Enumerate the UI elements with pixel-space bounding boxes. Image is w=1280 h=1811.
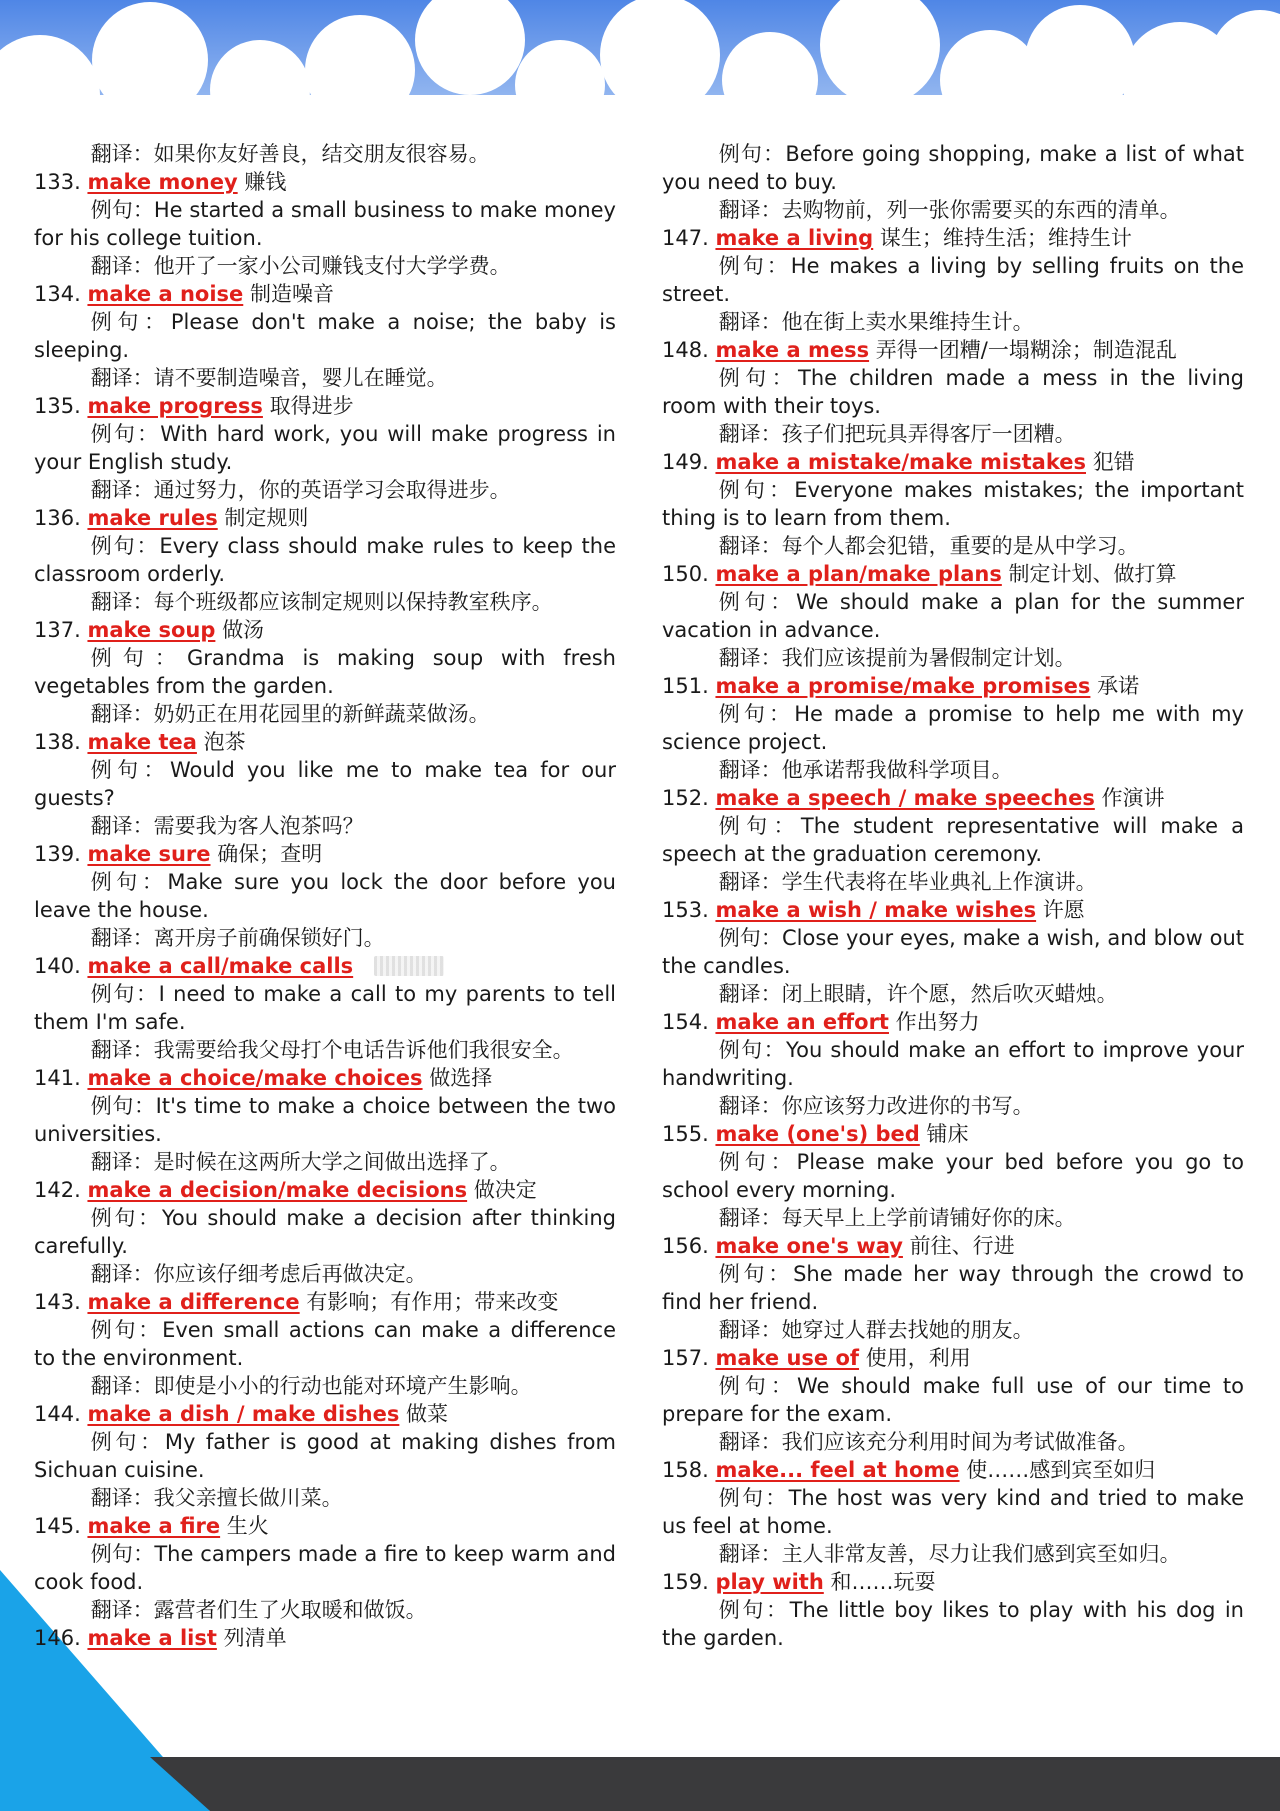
phrase-entry: [662, 448, 1244, 560]
example-sentence: 例句：Would you like me to make tea for our guests?: [34, 758, 616, 810]
chinese-meaning: 赚钱: [244, 170, 287, 194]
phrase-term: make a choice/make choices: [87, 1066, 423, 1090]
translation-line: 翻译：离开房子前确保锁好门。: [90, 926, 385, 950]
chinese-meaning: 泡茶: [203, 730, 246, 754]
entry-heading: [662, 1232, 1244, 1260]
translation-line: 翻译：奶奶正在用花园里的新鲜蔬菜做汤。: [90, 702, 490, 726]
entry-number: 150.: [662, 562, 709, 586]
entry-number: 156.: [662, 1234, 709, 1258]
translation-line: 翻译：你应该努力改进你的书写。: [718, 1094, 1034, 1118]
translation-line: 翻译：你应该仔细考虑后再做决定。: [90, 1262, 427, 1286]
example-sentence: 例句：I need to make a call to my parents to tell them I'm safe.: [34, 982, 616, 1034]
entry-number: 145.: [34, 1514, 81, 1538]
example-sentence: 例句：You should make an effort to improve your handwriting.: [662, 1038, 1244, 1090]
entry-heading: [662, 1008, 1244, 1036]
phrase-entry: [34, 392, 616, 504]
example-sentence: 例句：He started a small business to make money for his college tuition.: [34, 198, 616, 250]
translation-line: 翻译：是时候在这两所大学之间做出选择了。: [90, 1150, 511, 1174]
phrase-term: make tea: [87, 730, 197, 754]
entry-heading: [662, 560, 1244, 588]
entry-heading: [34, 840, 616, 868]
chinese-meaning: 和……玩耍: [830, 1570, 936, 1594]
translation-line: 翻译：即使是小小的行动也能对环境产生影响。: [90, 1374, 532, 1398]
chinese-meaning: 作出努力: [895, 1010, 980, 1034]
phrase-term: make a wish / make wishes: [715, 898, 1037, 922]
entry-number: 139.: [34, 842, 81, 866]
translation-line: 翻译：主人非常友善，尽力让我们感到宾至如归。: [718, 1542, 1181, 1566]
phrase-entry: [34, 952, 616, 1064]
phrase-term: make sure: [87, 842, 211, 866]
chinese-meaning: 制定计划、做打算: [1008, 562, 1177, 586]
chinese-meaning: 确保；查明: [217, 842, 323, 866]
example-sentence: 例句：Grandma is making soup with fresh vegetables from the garden.: [34, 646, 616, 698]
phrase-term: make use of: [715, 1346, 860, 1370]
phrase-term: make an effort: [715, 1010, 889, 1034]
phrase-term: make money: [87, 170, 238, 194]
phrase-entry: [662, 1456, 1244, 1568]
example-sentence: 例句：My father is good at making dishes from Sichuan cuisine.: [34, 1430, 616, 1482]
blurred-meaning: [374, 956, 444, 976]
entry-number: 136.: [34, 506, 81, 530]
example-sentence: 例句：It's time to make a choice between the two universities.: [34, 1094, 616, 1146]
example-sentence: 例句：He makes a living by selling fruits on the street.: [662, 254, 1244, 306]
entry-heading: [34, 504, 616, 532]
chinese-meaning: 生火: [226, 1514, 269, 1538]
example-sentence: 例句：Make sure you lock the door before you leave the house.: [34, 870, 616, 922]
example-sentence: 例句：Everyone makes mistakes; the important thing is to learn from them.: [662, 478, 1244, 530]
entry-heading: [34, 392, 616, 420]
chinese-meaning: 做决定: [473, 1178, 537, 1202]
phrase-term: make a plan/make plans: [715, 562, 1002, 586]
translation-line: 翻译：我们应该提前为暑假制定计划。: [718, 646, 1076, 670]
chinese-meaning: 使用，利用: [865, 1346, 971, 1370]
example-sentence: 例句：Before going shopping, make a list of what you need to buy.: [662, 142, 1244, 194]
chinese-meaning: 列清单: [223, 1626, 287, 1650]
example-sentence: 例句：The children made a mess in the living room with their toys.: [662, 366, 1244, 418]
example-sentence: 例句：The little boy likes to play with his dog in the garden.: [662, 1598, 1244, 1650]
phrase-term: make soup: [87, 618, 216, 642]
translation-line: 翻译：请不要制造噪音，婴儿在睡觉。: [90, 366, 448, 390]
entry-heading: [662, 896, 1244, 924]
example-sentence: 例句：Even small actions can make a difference to the environment.: [34, 1318, 616, 1370]
entry-number: 134.: [34, 282, 81, 306]
translation-line: 翻译：需要我为客人泡茶吗？: [90, 814, 364, 838]
chinese-meaning: 制造噪音: [249, 282, 334, 306]
entry-heading: [34, 1400, 616, 1428]
entry-number: 147.: [662, 226, 709, 250]
translation-line: 翻译：我需要给我父母打个电话告诉他们我很安全。: [90, 1038, 574, 1062]
footer-dark-band: [150, 1757, 1280, 1811]
entry-number: 154.: [662, 1010, 709, 1034]
phrase-entry: [34, 616, 616, 728]
translation-line: 翻译：我父亲擅长做川菜。: [90, 1486, 343, 1510]
entry-heading: [662, 224, 1244, 252]
translation-line: 翻译：通过努力，你的英语学习会取得进步。: [90, 478, 511, 502]
example-sentence: 例句：We should make a plan for the summer vacation in advance.: [662, 590, 1244, 642]
phrase-entry: [34, 1176, 616, 1288]
entry-heading: [662, 1344, 1244, 1372]
phrase-entry: [662, 336, 1244, 448]
phrase-entry: [34, 1064, 616, 1176]
entry-number: 138.: [34, 730, 81, 754]
phrase-term: make a decision/make decisions: [87, 1178, 468, 1202]
phrase-entry: [662, 224, 1244, 336]
phrase-entry: [34, 1624, 616, 1652]
chinese-meaning: 使……感到宾至如归: [966, 1458, 1156, 1482]
phrase-entry: [34, 1512, 616, 1624]
example-sentence: 例句：The campers made a fire to keep warm and cook food.: [34, 1542, 616, 1594]
entry-number: 133.: [34, 170, 81, 194]
phrase-entry: [34, 504, 616, 616]
translation-line: 翻译：他承诺帮我做科学项目。: [718, 758, 1013, 782]
phrase-entry: [34, 1288, 616, 1400]
translation-line: 翻译：学生代表将在毕业典礼上作演讲。: [718, 870, 1097, 894]
phrase-term: play with: [715, 1570, 824, 1594]
entry-heading: [34, 1624, 616, 1652]
chinese-meaning: 作演讲: [1101, 786, 1165, 810]
translation-line: 翻译：如果你友好善良，结交朋友很容易。: [90, 142, 490, 166]
phrase-term: make a mistake/make mistakes: [715, 450, 1086, 474]
entry-number: 143.: [34, 1290, 81, 1314]
translation-line: 翻译：孩子们把玩具弄得客厅一团糟。: [718, 422, 1076, 446]
translation-line: 翻译：闭上眼睛，许个愿，然后吹灭蜡烛。: [718, 982, 1118, 1006]
entry-number: 142.: [34, 1178, 81, 1202]
entry-number: 141.: [34, 1066, 81, 1090]
entry-heading: [662, 1568, 1244, 1596]
example-sentence: 例句：The student representative will make a speech at the graduation ceremony.: [662, 814, 1244, 866]
phrase-term: make... feel at home: [715, 1458, 960, 1482]
entry-heading: [662, 784, 1244, 812]
example-sentence: 例句：She made her way through the crowd to find her friend.: [662, 1262, 1244, 1314]
translation-line: 翻译：每天早上上学前请铺好你的床。: [718, 1206, 1076, 1230]
example-sentence: 例句：He made a promise to help me with my science project.: [662, 702, 1244, 754]
entry-number: 157.: [662, 1346, 709, 1370]
phrase-entry: [662, 560, 1244, 672]
phrase-entry: [34, 140, 616, 168]
cloud-banner: [0, 0, 1280, 155]
entry-number: 137.: [34, 618, 81, 642]
entry-number: 140.: [34, 954, 81, 978]
phrase-term: make a fire: [87, 1514, 221, 1538]
phrase-entry: [662, 672, 1244, 784]
entry-number: 152.: [662, 786, 709, 810]
translation-line: 翻译：她穿过人群去找她的朋友。: [718, 1318, 1034, 1342]
phrase-entry: [662, 896, 1244, 1008]
entry-heading: [662, 1120, 1244, 1148]
phrase-term: make progress: [87, 394, 263, 418]
entry-heading: [34, 616, 616, 644]
phrase-entry: [662, 1568, 1244, 1652]
entry-heading: [662, 448, 1244, 476]
example-sentence: 例句：Every class should make rules to keep the classroom orderly.: [34, 534, 616, 586]
phrase-entry: [34, 728, 616, 840]
phrase-term: make a mess: [715, 338, 870, 362]
phrase-entry: [662, 1120, 1244, 1232]
entry-number: 135.: [34, 394, 81, 418]
example-sentence: 例句：The host was very kind and tried to make us feel at home.: [662, 1486, 1244, 1538]
chinese-meaning: 犯错: [1092, 450, 1135, 474]
phrase-term: make a promise/make promises: [715, 674, 1091, 698]
translation-line: 翻译：去购物前，列一张你需要买的东西的清单。: [718, 198, 1181, 222]
entry-heading: [34, 168, 616, 196]
entry-number: 151.: [662, 674, 709, 698]
chinese-meaning: 做菜: [406, 1402, 449, 1426]
phrase-entry: [34, 840, 616, 952]
phrase-entry: [34, 280, 616, 392]
chinese-meaning: 许愿: [1042, 898, 1085, 922]
entry-heading: [34, 952, 616, 980]
phrase-entry: [662, 784, 1244, 896]
phrase-term: make rules: [87, 506, 218, 530]
entry-heading: [34, 1176, 616, 1204]
entry-heading: [34, 728, 616, 756]
chinese-meaning: 承诺: [1097, 674, 1140, 698]
entry-number: 153.: [662, 898, 709, 922]
entry-number: 146.: [34, 1626, 81, 1650]
translation-line: 翻译：他开了一家小公司赚钱支付大学学费。: [90, 254, 511, 278]
translation-line: 翻译：他在街上卖水果维持生计。: [718, 310, 1034, 334]
phrase-entry: [662, 1344, 1244, 1456]
chinese-meaning: 制定规则: [224, 506, 309, 530]
phrase-term: make (one's) bed: [715, 1122, 920, 1146]
chinese-meaning: 弄得一团糟/一塌糊涂；制造混乱: [875, 338, 1177, 362]
chinese-meaning: 做汤: [222, 618, 265, 642]
entry-heading: [662, 336, 1244, 364]
phrase-entry: [34, 168, 616, 280]
chinese-meaning: 做选择: [429, 1066, 493, 1090]
left-column: [34, 140, 616, 1652]
phrase-term: make a living: [715, 226, 874, 250]
translation-line: 翻译：每个班级都应该制定规则以保持教室秩序。: [90, 590, 553, 614]
chinese-meaning: 前往、行进: [909, 1234, 1015, 1258]
phrase-term: make a dish / make dishes: [87, 1402, 400, 1426]
example-sentence: 例句：Please make your bed before you go to school every morning.: [662, 1150, 1244, 1202]
phrase-entry: [662, 140, 1244, 224]
entry-number: 149.: [662, 450, 709, 474]
example-sentence: 例句：With hard work, you will make progress in your English study.: [34, 422, 616, 474]
entry-heading: [34, 1064, 616, 1092]
phrase-term: make a list: [87, 1626, 217, 1650]
chinese-meaning: 谋生；维持生活；维持生计: [879, 226, 1132, 250]
phrase-entry: [662, 1232, 1244, 1344]
chinese-meaning: 铺床: [926, 1122, 969, 1146]
phrase-entry: [34, 1400, 616, 1512]
phrase-term: make a call/make calls: [87, 954, 354, 978]
entry-heading: [34, 280, 616, 308]
translation-line: 翻译：我们应该充分利用时间为考试做准备。: [718, 1430, 1139, 1454]
entry-number: 155.: [662, 1122, 709, 1146]
translation-line: 翻译：露营者们生了火取暖和做饭。: [90, 1598, 427, 1622]
phrase-entry: [662, 1008, 1244, 1120]
entry-number: 144.: [34, 1402, 81, 1426]
chinese-meaning: 取得进步: [269, 394, 354, 418]
entry-heading: [34, 1512, 616, 1540]
entry-heading: [662, 1456, 1244, 1484]
example-sentence: 例句：You should make a decision after thinking carefully.: [34, 1206, 616, 1258]
entry-number: 158.: [662, 1458, 709, 1482]
phrase-term: make a noise: [87, 282, 244, 306]
phrase-term: make a difference: [87, 1290, 300, 1314]
phrase-term: make a speech / make speeches: [715, 786, 1095, 810]
right-column: [662, 140, 1244, 1652]
entry-heading: [34, 1288, 616, 1316]
entry-number: 148.: [662, 338, 709, 362]
example-sentence: 例句：Please don't make a noise; the baby is sleeping.: [34, 310, 616, 362]
translation-line: 翻译：每个人都会犯错，重要的是从中学习。: [718, 534, 1139, 558]
example-sentence: 例句：We should make full use of our time to prepare for the exam.: [662, 1374, 1244, 1426]
entry-heading: [662, 672, 1244, 700]
phrase-term: make one's way: [715, 1234, 903, 1258]
entry-number: 159.: [662, 1570, 709, 1594]
chinese-meaning: 有影响；有作用；带来改变: [306, 1290, 559, 1314]
example-sentence: 例句：Close your eyes, make a wish, and blow out the candles.: [662, 926, 1244, 978]
